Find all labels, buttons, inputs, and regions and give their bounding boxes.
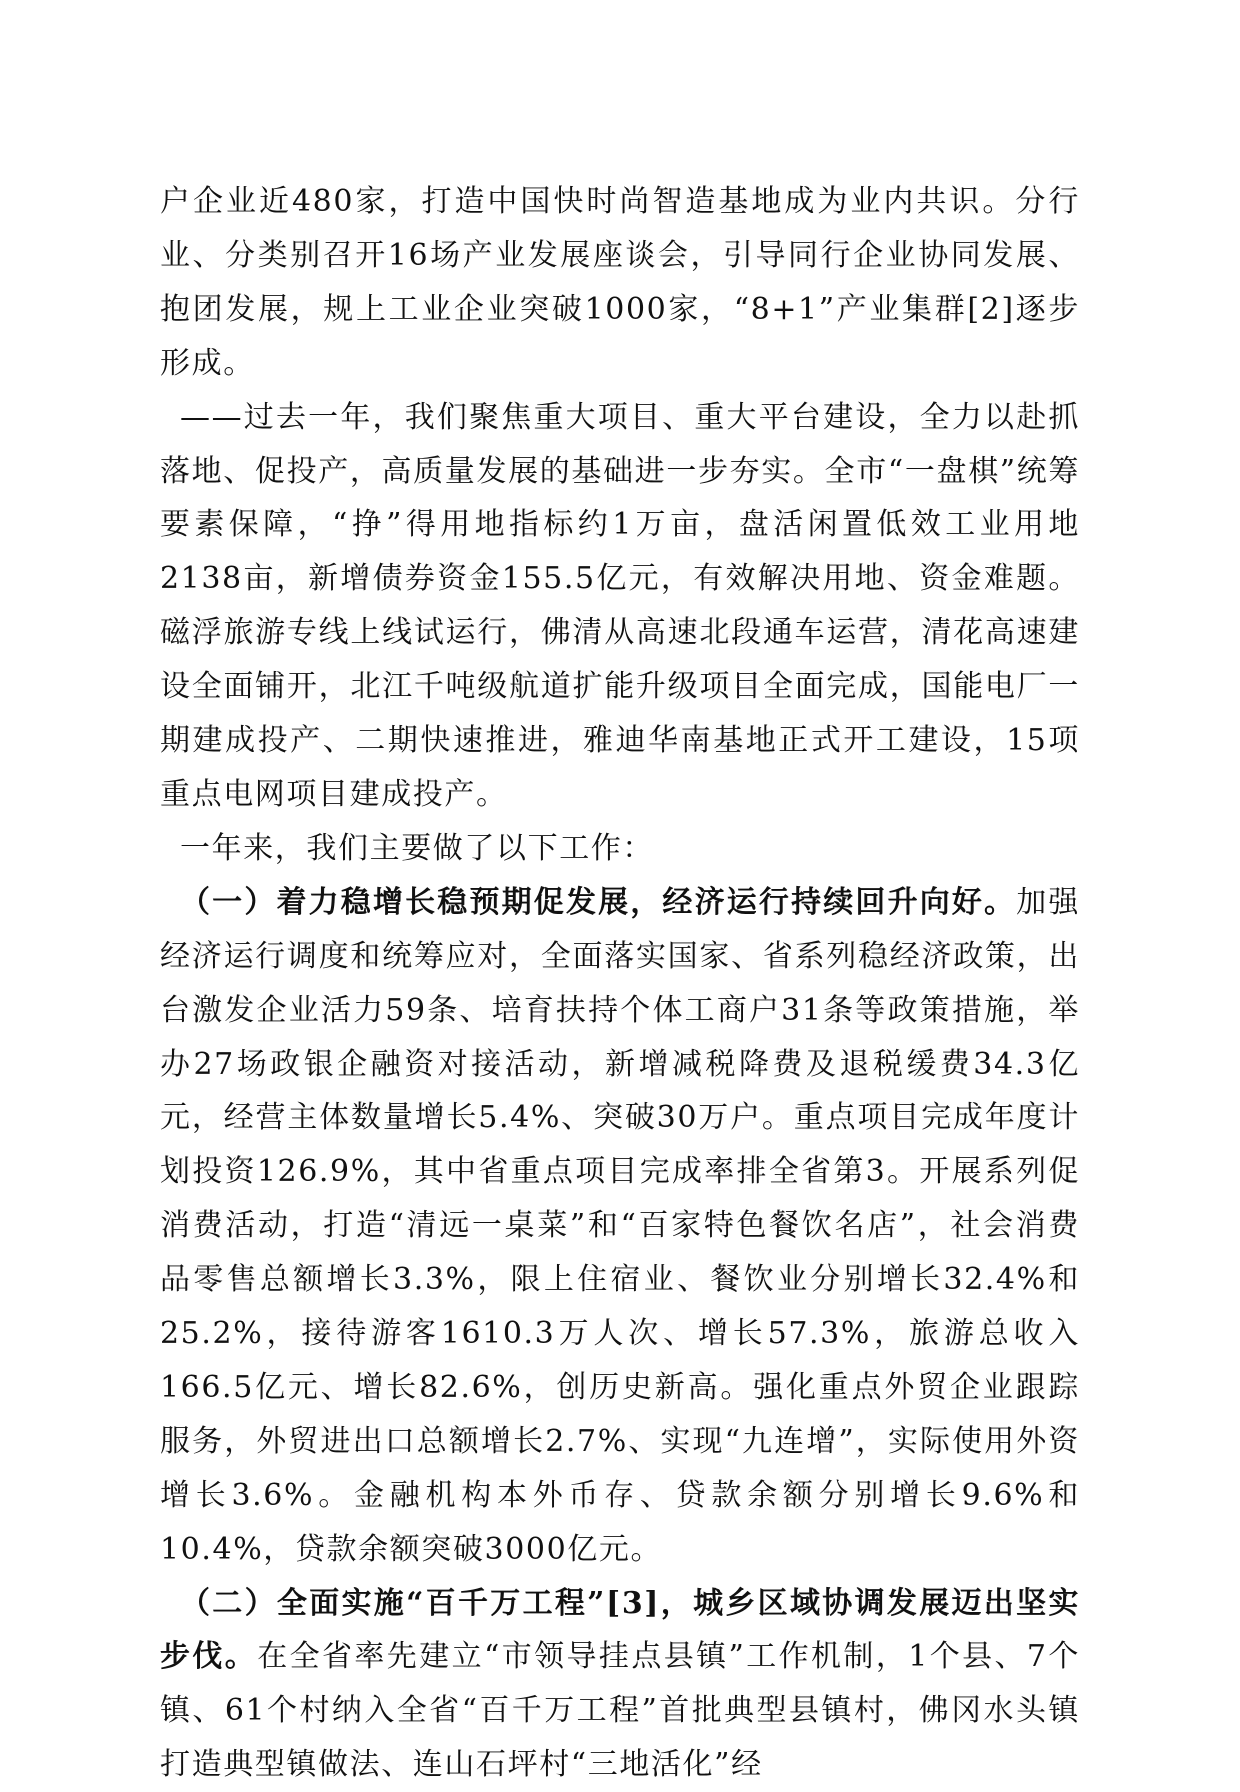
paragraph-section-two xyxy=(160,1577,1080,1792)
paragraph-work-intro xyxy=(160,822,1080,876)
paragraph-text: 一年来，我们主要做了以下工作： xyxy=(180,830,654,866)
paragraph-industry-cluster xyxy=(160,175,1080,391)
document-body xyxy=(160,175,1080,1792)
paragraph-text: 户企业近480家，打造中国快时尚智造基地成为业内共识。分行业、分类别召开16场产业发展座谈会，引导同行企业协同发展、抱团发展，规上工业企业突破1000家，“8+1”产业集群[2]逐步形成。 xyxy=(160,184,1080,381)
paragraph-section-one xyxy=(160,876,1080,1577)
paragraph-text: 加强经济运行调度和统筹应对，全面落实国家、省系列稳经济政策，出台激发企业活力59条、培育扶持个体工商户31条等政策措施，举办27场政银企融资对接活动，新增减税降费及退税缓费34.3亿元，经营主体数量增长5.4%、突破30万户。重点项目完成年度计划投资126.9%，其中省重点项目完成率排全省第3。开展系列促消费活动，打造“清远一桌菜”和“百家特色餐饮名店”，社会消费品零售总额增长3.3%，限上住宿业、餐饮业分别增长32.4%和25.2%，接待游客1610.3万人次、增长57.3%，旅游总收入166.5亿元、增长82.6%，创历史新高。强化重点外贸企业跟踪服务，外贸进出口总额增长2.7%、实现“九连增”，实际使用外资增长3.6%。金融机构本外币存、贷款余额分别增长9.6%和10.4%，贷款余额突破3000亿元。 xyxy=(160,884,1080,1567)
paragraph-text: ——过去一年，我们聚焦重大项目、重大平台建设，全力以赴抓落地、促投产，高质量发展的基础进一步夯实。全市“一盘棋”统筹要素保障，“挣”得用地指标约1万亩，盘活闲置低效工业用地2138亩，新增债券资金155.5亿元，有效解决用地、资金难题。磁浮旅游专线上线试运行，佛清从高速北段通车运营，清花高速建设全面铺开，北江千吨级航道扩能升级项目全面完成，国能电厂一期建成投产、二期快速推进，雅迪华南基地正式开工建设，15项重点电网项目建成投产。 xyxy=(160,399,1080,812)
section-heading: （二）全面实施“百千万工程”[3]，城乡区域协调发展迈出坚实步伐。 xyxy=(160,1585,1080,1675)
section-heading: （一）着力稳增长稳预期促发展，经济运行持续回升向好。 xyxy=(180,884,1017,920)
paragraph-major-projects xyxy=(160,391,1080,822)
paragraph-text: 在全省率先建立“市领导挂点县镇”工作机制，1个县、7个镇、61个村纳入全省“百千万工程”首批典型县镇村，佛冈水头镇打造典型镇做法、连山石坪村“三地活化”经 xyxy=(160,1639,1080,1783)
